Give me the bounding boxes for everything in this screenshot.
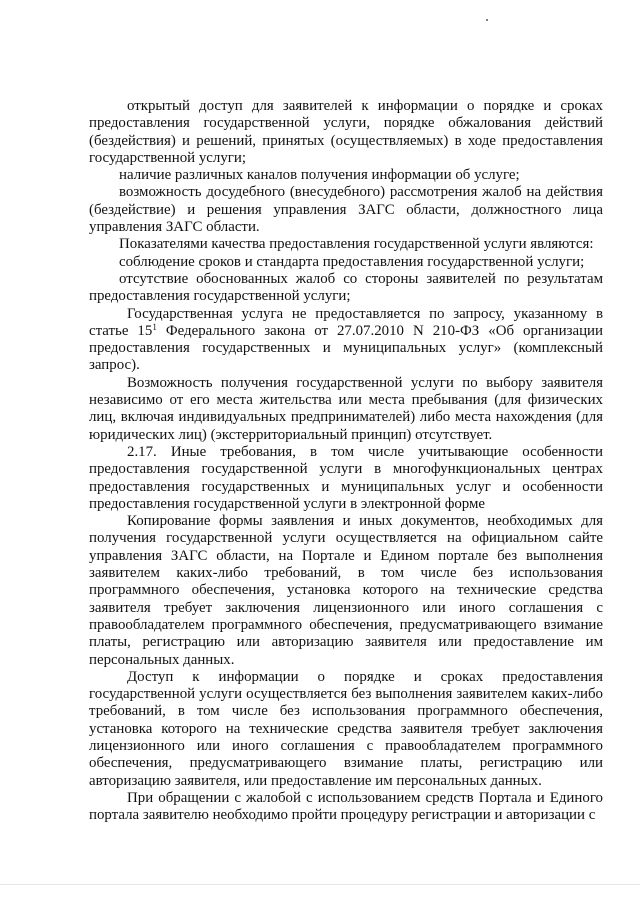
scan-speck: [486, 19, 488, 21]
paragraph-text: Федерального закона от 27.07.2010 N 210-ФЗ «Об организации предоставления государственных и муниципальных услуг» (комплексный запрос).: [89, 322, 603, 374]
paragraph: возможность досудебного (внесудебного) рассмотрения жалоб на действия (бездействие) и решения управления ЗАГС области, должностного лица управления ЗАГС области.: [89, 184, 603, 236]
paragraph: При обращении с жалобой с использованием средств Портала и Единого портала заявителю необходимо пройти процедуру регистрации и авторизации с: [89, 789, 603, 824]
paragraph: Показателями качества предоставления государственной услуги являются:: [119, 236, 594, 253]
paragraph: открытый доступ для заявителей к информации о порядке и сроках предоставления государственной услуги, порядке обжалования действий (бездействия) и решений, принятых (осуществляемых) в ходе предоставления государственной услуги;: [89, 98, 603, 166]
paragraph: отсутствие обоснованных жалоб со стороны заявителей по результатам предоставления государственной услуги;: [89, 270, 603, 305]
document-body: [89, 98, 603, 824]
section-heading: 2.17. Иные требования, в том числе учитывающие особенности предоставления государственной услуги в многофункциональных центрах предоставления государственных и муниципальных услуг и особенности предоставления государственной услуги в электронной форме: [89, 443, 603, 512]
paragraph: Копирование формы заявления и иных документов, необходимых для получения государственной услуги осуществляется на официальном сайте управления ЗАГС области, на Портале и Едином портале без выполнения заявителем каких-либо требований, в том числе без использования программного обеспечения, установка которого на технические средства заявителя требует заключения лицензионного или иного соглашения с правообладателем программного обеспечения, предусматривающего взимание платы, регистрацию или авторизацию заявителя или предоставление им персональных данных.: [89, 513, 603, 668]
paragraph-text: Государственная услуга не предоставляется по запросу, указанному в статье 15: [89, 305, 603, 339]
page-bottom-edge: [0, 884, 640, 885]
paragraph: [89, 306, 603, 375]
paragraph: соблюдение сроков и стандарта предоставления государственной услуги;: [119, 253, 585, 270]
paragraph: Возможность получения государственной услуги по выбору заявителя независимо от его места жительства или места пребывания (для физических лиц, включая индивидуальных предпринимателей) либо места нахождения (для юридических лиц) (экстерриториальный принцип) отсутствует.: [89, 374, 603, 443]
paragraph: Доступ к информации о порядке и сроках предоставления государственной услуги осуществляется без выполнения заявителем каких-либо требований, в том числе без использования программного обеспечения, установка которого на технические средства заявителя требует заключения лицензионного или иного соглашения с правообладателем программного обеспечения, предусматривающего взимание платы, регистрацию или авторизацию заявителя, или предоставление им персональных данных.: [89, 668, 603, 789]
paragraph: наличие различных каналов получения информации об услуге;: [119, 167, 520, 184]
superscript: 1: [152, 321, 157, 332]
